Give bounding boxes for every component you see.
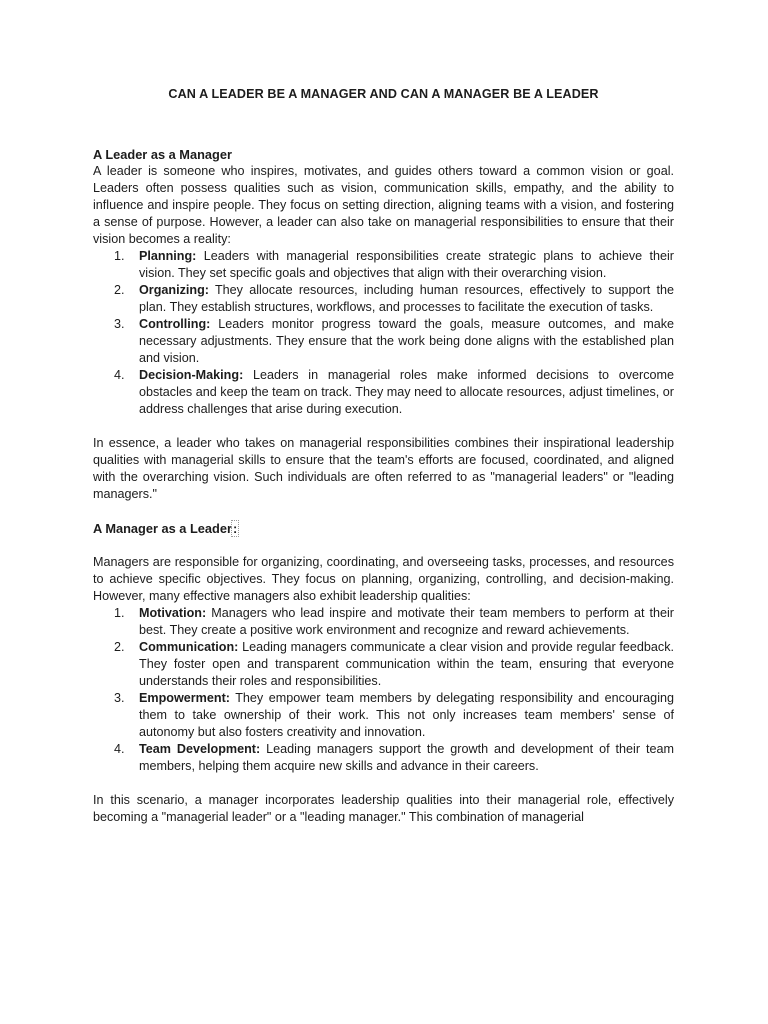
document-title: CAN A LEADER BE A MANAGER AND CAN A MANAGER BE A LEADER [168, 87, 599, 101]
list-term: Empowerment: [139, 691, 230, 705]
section1-intro-paragraph: A leader is someone who inspires, motivates, and guides others toward a common vision or goal. Leaders often possess qualities such as vision, communication skills, empathy, and the ability to influence and inspire people. They focus on setting direction, aligning teams with a vision, and fostering a sense of purpose. However, a leader can also take on managerial responsibilities to ensure that their vision becomes a reality: [93, 164, 674, 246]
section1-conclusion-paragraph: In essence, a leader who takes on managerial responsibilities combines their inspirational leadership qualities with managerial skills to ensure that the team's efforts are focused, coordinated, and aligned with the overarching vision. Such individuals are often referred to as "managerial leaders" or "leading managers." [93, 436, 674, 501]
list-item [93, 248, 674, 282]
list-number: 3. [114, 691, 125, 705]
list-number: 3. [114, 317, 125, 331]
section-heading-leader-as-manager: A Leader as a Manager [93, 147, 232, 162]
list-term: Communication: [139, 640, 239, 654]
list-number: 2. [114, 283, 125, 297]
list-term: Team Development: [139, 742, 261, 756]
manager-leadership-list [93, 605, 674, 775]
section2-intro-paragraph: Managers are responsible for organizing, coordinating, and overseeing tasks, processes, and resources to achieve specific objectives. They focus on planning, organizing, controlling, and decision-making. However, many effective managers also exhibit leadership qualities: [93, 555, 674, 603]
list-text: Managers who lead inspire and motivate their team members to perform at their best. They create a positive work environment and recognize and reward achievements. [139, 606, 674, 637]
list-item [93, 282, 674, 316]
list-text: Leaders in managerial roles make informed decisions to overcome obstacles and keep the team on track. They may need to allocate resources, adjust timelines, or address challenges that arise during execution. [139, 368, 674, 416]
list-item [93, 605, 674, 639]
leader-managerial-list [93, 248, 674, 418]
list-text: Leading managers communicate a clear vision and provide regular feedback. They foster open and transparent communication within the team, ensuring that everyone understands their roles and responsibilities. [139, 640, 674, 688]
list-text: They allocate resources, including human resources, effectively to support the plan. They establish structures, workflows, and processes to facilitate the execution of tasks. [139, 283, 674, 314]
text-selection-marker: : [232, 521, 238, 536]
list-item [93, 367, 674, 418]
list-term: Decision-Making: [139, 368, 244, 382]
list-text: Leading managers support the growth and development of their team members, helping them acquire new skills and advance in their careers. [139, 742, 674, 773]
list-text: Leaders with managerial responsibilities create strategic plans to achieve their vision. They set specific goals and objectives that align with their overarching vision. [139, 249, 674, 280]
list-term: Planning: [139, 249, 197, 263]
list-number: 4. [114, 742, 125, 756]
section-heading-manager-as-leader [93, 520, 674, 537]
list-number: 4. [114, 368, 125, 382]
section-heading-text: A Manager as a Leader [93, 521, 232, 536]
list-text: They empower team members by delegating responsibility and encouraging them to take ownership of their work. This not only increases team members' sense of autonomy but also fosters creativity and innovation. [139, 691, 674, 739]
list-item [93, 690, 674, 741]
list-item [93, 639, 674, 690]
list-number: 1. [114, 249, 125, 263]
list-term: Organizing: [139, 283, 209, 297]
list-item [93, 316, 674, 367]
list-term: Motivation: [139, 606, 207, 620]
list-item [93, 741, 674, 775]
list-number: 1. [114, 606, 125, 620]
list-term: Controlling: [139, 317, 211, 331]
list-number: 2. [114, 640, 125, 654]
list-text: Leaders monitor progress toward the goals, measure outcomes, and make necessary adjustments. They ensure that the work being done aligns with the established plan and vision. [139, 317, 674, 365]
section2-conclusion-paragraph: In this scenario, a manager incorporates leadership qualities into their managerial role, effectively becoming a "managerial leader" or a "leading manager." This combination of managerial [93, 793, 674, 824]
